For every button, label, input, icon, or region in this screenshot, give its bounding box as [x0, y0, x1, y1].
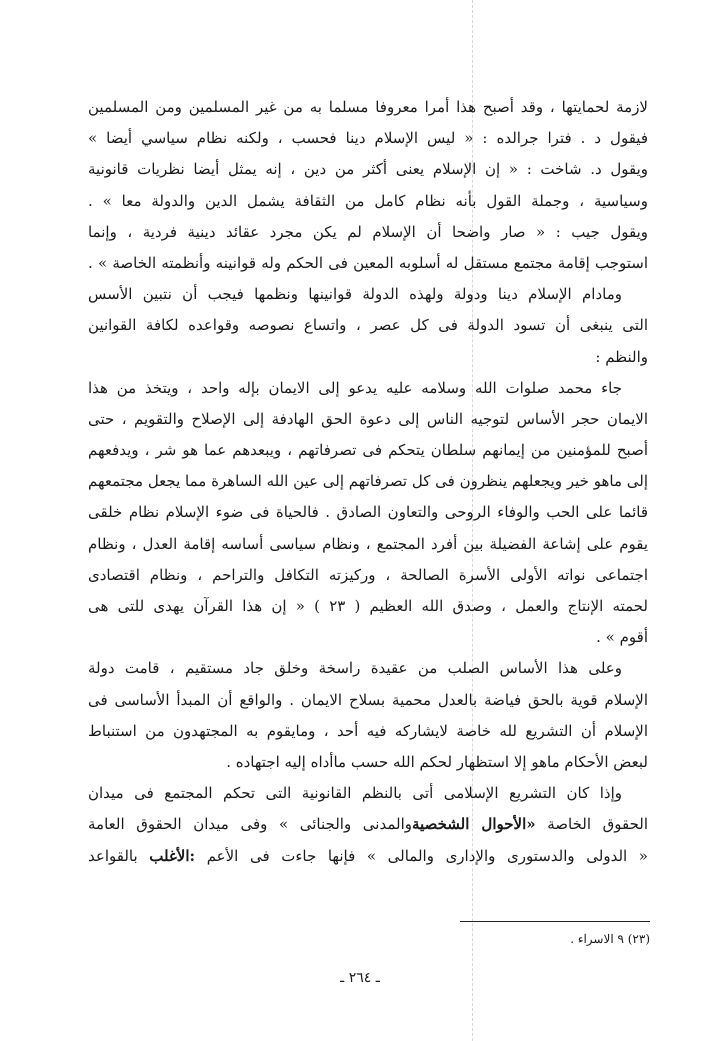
text-line: الإسلام أن التشريع لله خاصة لايشاركه فيه أحد ، ومايقوم به المجتهدون من استنباط	[88, 721, 648, 740]
footnote-divider	[460, 921, 650, 922]
text-line: فيقول د . فترا جرالده : « ليس الإسلام دينا فحسب ، ولكنه نظام سياسي أيضا »	[88, 129, 648, 148]
text-line: وإذا كان التشريع الإسلامى أتى بالنظم القانونية التى تحكم المجتمع فى ميدان	[88, 784, 622, 803]
text-line: يقوم على إشاعة الفضيلة بين أفرد المجتمع ، ونظام سياسى أساسه إقامة العدل ، ونظام	[88, 534, 648, 553]
text-line: قائما على الحب والوفاء الروحى والتعاون الصادق . فالحياة فى ضوء الإسلام نظام خلقى	[88, 503, 648, 522]
text-line: إلى ماهو خير ويجعلهم ينظرون فى كل تصرفاتهم إلى عين الله الساهرة مما يجعل مجتمعهم	[88, 472, 648, 491]
text-line: الإسلام قوية بالحق فياضة بالعدل محمية بسلاح الايمان . والواقع أن المبدأ الأساسى فى	[88, 690, 648, 709]
body-text	[88, 92, 648, 872]
text-line: ويقول جيب : « صار واضحا أن الإسلام لم يكن مجرد عقائد دينية فردية ، وإنما	[88, 222, 648, 241]
text-line: لبعض الأحكام ماهو إلا استظهار لحكم الله حسب ماأداه إليه اجتهاده .	[226, 752, 648, 771]
text-line: اجتماعى نواته الأولى الأسرة الصالحة ، وركيزته التكافل والتراحم ، ونظام اقتصادى	[88, 565, 648, 584]
text-line: ويقول د. شاخت : « إن الإسلام يعنى أكثر من دين ، إنه يمثل أيضا نظريات قانونية	[88, 160, 648, 179]
text-run: بالقواعد	[88, 846, 150, 865]
bold-term: «الأحوال الشخصية	[412, 815, 536, 834]
text-run: « الدولى والدستورى والإدارى والمالى » فإنها جاءت فى الأعم	[195, 846, 648, 865]
text-line: جاء محمد صلوات الله وسلامه عليه يدعو إلى الايمان بإله واحد ، ويتخذ من هذا	[88, 378, 622, 397]
text-line: ومادام الإسلام دينا ودولة ولهذه الدولة قوانينها ونظمها فيجب أن نتبين الأسس	[88, 285, 622, 304]
footnote: (٢٣) ٩ الاسراء .	[570, 932, 650, 946]
bold-term: :الأغلب	[149, 846, 196, 865]
text-line: وعلى هذا الأساس الصلب من عقيدة راسخة وخلق جاد مستقيم ، قامت دولة	[88, 659, 622, 678]
text-line: استوجب إقامة مجتمع مستقل له أسلوبه المعين فى الحكم وله قوانينه وأنظمته الخاصة » .	[88, 253, 648, 272]
text-line: الايمان حجر الأساس لتوجيه الناس إلى دعوة الحق الهادفة إلى الإصلاح والتقويم ، حتى	[88, 409, 648, 428]
page-number: ـ ٢٦٤ ـ	[340, 970, 380, 986]
text-line: والنظم :	[595, 347, 648, 366]
text-line: التى ينبغى أن تسود الدولة فى كل عصر ، واتساع نصوصه وقواعده لكافة القوانين	[88, 316, 648, 335]
text-run: والمدنى والجنائى » وفى ميدان الحقوق العامة	[88, 815, 412, 834]
text-line: أقوم » .	[596, 628, 648, 647]
text-line	[88, 809, 648, 840]
text-line: لحمته الإنتاج والعمل ، وصدق الله العظيم ( ٢٣ ) « إن هذا القرآن يهدى للتى هى	[88, 597, 648, 615]
text-line	[88, 841, 648, 872]
text-line: أصبح للمؤمنين من إيمانهم سلطان يتحكم فى تصرفاتهم ، ويبعدهم عما هو شر ، ويدفعهم	[88, 441, 648, 460]
text-line: لازمة لحمايتها ، وقد أصبح هذا أمرا معروفا مسلما به من غير المسلمين ومن المسلمين	[88, 98, 648, 116]
text-line: وسياسية ، وجملة القول بأنه نظام كامل من الثقافة يشمل الدين والدولة معا » .	[88, 191, 648, 210]
text-run: الحقوق الخاصة	[535, 815, 648, 834]
